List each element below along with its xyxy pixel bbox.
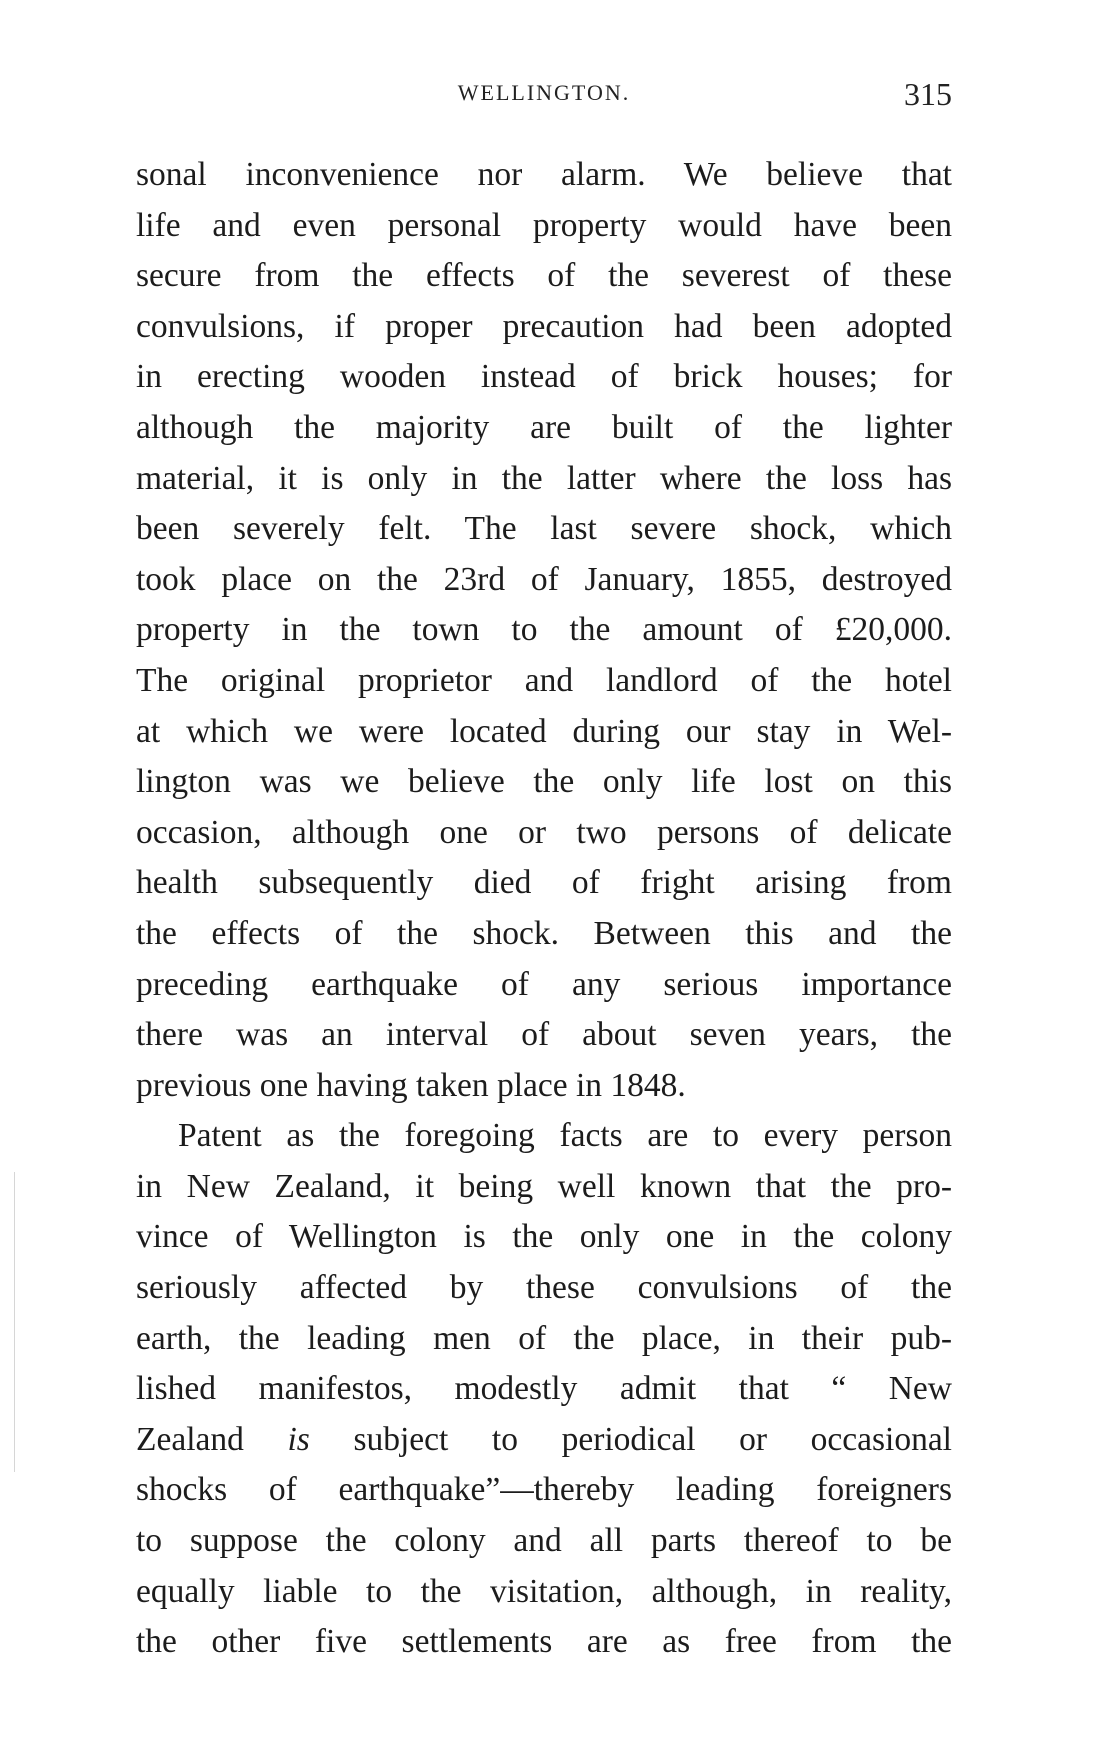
gutter-shadow [14, 1172, 15, 1472]
text-line: to suppose the colony and all parts thereof to be [136, 1522, 952, 1560]
page-number: 315 [904, 76, 952, 112]
text-line: convulsions, if proper precaution had been adopted [136, 307, 952, 345]
text-line: been severely felt. The last severe shock, which [136, 510, 952, 548]
body-text [136, 150, 952, 1668]
text-line: in New Zealand, it being well known that the pro- [136, 1167, 952, 1205]
text-line: took place on the 23rd of January, 1855, destroyed [136, 560, 952, 598]
text-line: although the majority are built of the lighter [136, 408, 952, 446]
text-line: material, it is only in the latter where the loss has [136, 459, 952, 497]
text-line: seriously affected by these convulsions of the [136, 1269, 952, 1307]
text-line: previous one having taken place in 1848. [136, 1066, 686, 1104]
text-line: equally liable to the visitation, although, in reality, [136, 1572, 952, 1610]
text-line: in erecting wooden instead of brick houses; for [136, 358, 952, 396]
text-line: health subsequently died of fright arising from [136, 864, 952, 902]
text-line: secure from the effects of the severest of these [136, 257, 952, 295]
text-line: Patent as the foregoing facts are to every person [178, 1117, 952, 1155]
running-head [136, 76, 952, 116]
text-line: sonal inconvenience nor alarm. We believe that [136, 156, 952, 193]
text-line: property in the town to the amount of £20,000. [136, 611, 952, 649]
text-line: lington was we believe the only life lost on this [136, 763, 952, 801]
text-line: shocks of earthquake”—thereby leading foreigners [136, 1471, 952, 1509]
text-line: The original proprietor and landlord of the hotel [136, 661, 952, 699]
text-line: earth, the leading men of the place, in their pub- [136, 1319, 952, 1357]
text-line: the effects of the shock. Between this and the [136, 914, 952, 952]
header-title: WELLINGTON. [457, 80, 631, 105]
text-line: there was an interval of about seven years, the [136, 1016, 952, 1054]
text-line: vince of Wellington is the only one in the colony [136, 1218, 952, 1256]
text-line: Zealand is subject to periodical or occasional [136, 1420, 952, 1458]
emphasis: is [287, 1420, 310, 1458]
text-line: the other five settlements are as free from the [136, 1623, 952, 1661]
text-line: at which we were located during our stay in Wel- [136, 712, 952, 750]
text-line: life and even personal property would have been [136, 206, 952, 244]
text-line: lished manifestos, modestly admit that “ New [136, 1370, 952, 1408]
text-line: preceding earthquake of any serious importance [136, 965, 952, 1003]
text-line: occasion, although one or two persons of delicate [136, 813, 952, 851]
